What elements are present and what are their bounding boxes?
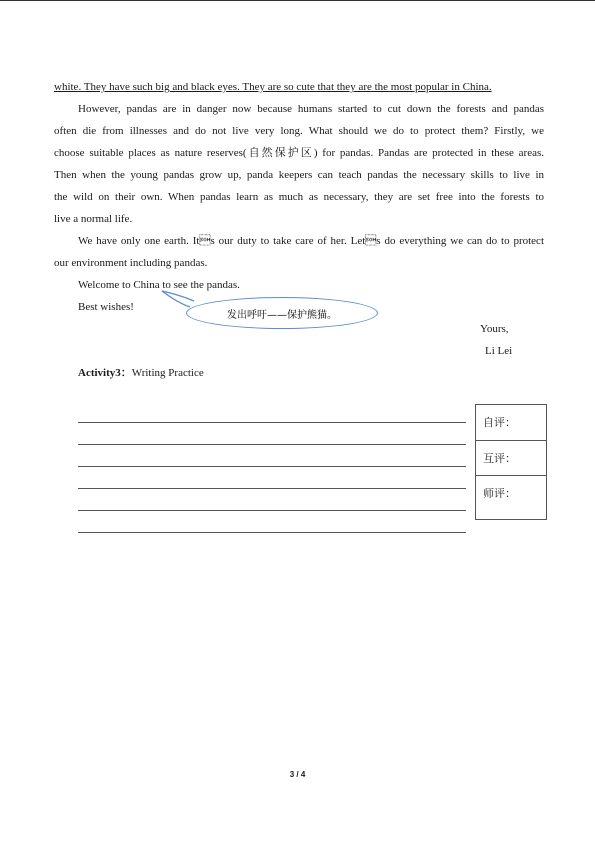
paragraph-line: white. They have such big and black eyes. They are so cute that they are the most popular in China.: [54, 81, 492, 93]
writing-line[interactable]: [78, 466, 466, 467]
paragraph-line: Then when the young pandas grow up, panda keepers can teach pandas the necessary skills to live in: [54, 169, 544, 181]
paragraph-line: live a normal life.: [54, 213, 133, 225]
writing-line[interactable]: [78, 444, 466, 445]
paragraph-line: choose suitable places as nature reserves(自然保护区) for pandas. Pandas are protected in these areas.: [54, 147, 544, 159]
callout-text: 发出呼吁——保护熊猫。: [227, 310, 337, 321]
paragraph-line: However, pandas are in danger now because humans started to cut down the forests and pandas: [78, 103, 544, 115]
teacher-evaluation-box[interactable]: [475, 475, 547, 520]
paragraph-line: Best wishes!: [78, 301, 134, 313]
paragraph-line: the wild on their own. When pandas learn as much as necessary, they are set free into the forests to: [54, 191, 544, 203]
writing-line[interactable]: [78, 532, 466, 533]
self-evaluation-label: 自评：: [483, 416, 516, 429]
header-rule: [0, 0, 595, 1]
activity-title: Writing Practice: [131, 367, 204, 379]
paragraph-line: often die from illnesses and do not live very long. What should we do to protect them? Firstly, we: [54, 125, 544, 137]
closing-name: Li Lei: [485, 345, 513, 357]
page-number: 3 / 4: [289, 770, 306, 779]
peer-evaluation-label: 互评：: [483, 452, 516, 465]
self-evaluation-box[interactable]: [475, 404, 547, 441]
writing-line[interactable]: [78, 510, 466, 511]
teacher-evaluation-label: 师评：: [483, 487, 516, 500]
paragraph-line: We have only one earth. Its our duty to take care of her. Lets do everything we can do to protect: [78, 235, 544, 247]
callout-bubble: [186, 297, 378, 329]
closing-yours: Yours,: [480, 323, 509, 335]
paragraph-line: Welcome to China to see the pandas.: [78, 279, 240, 291]
writing-line[interactable]: [78, 488, 466, 489]
activity-label: Activity3：: [78, 367, 132, 379]
paragraph-line: our environment including pandas.: [54, 257, 208, 269]
activity-heading: [78, 362, 568, 384]
writing-line[interactable]: [78, 422, 466, 423]
peer-evaluation-box[interactable]: [475, 440, 547, 476]
